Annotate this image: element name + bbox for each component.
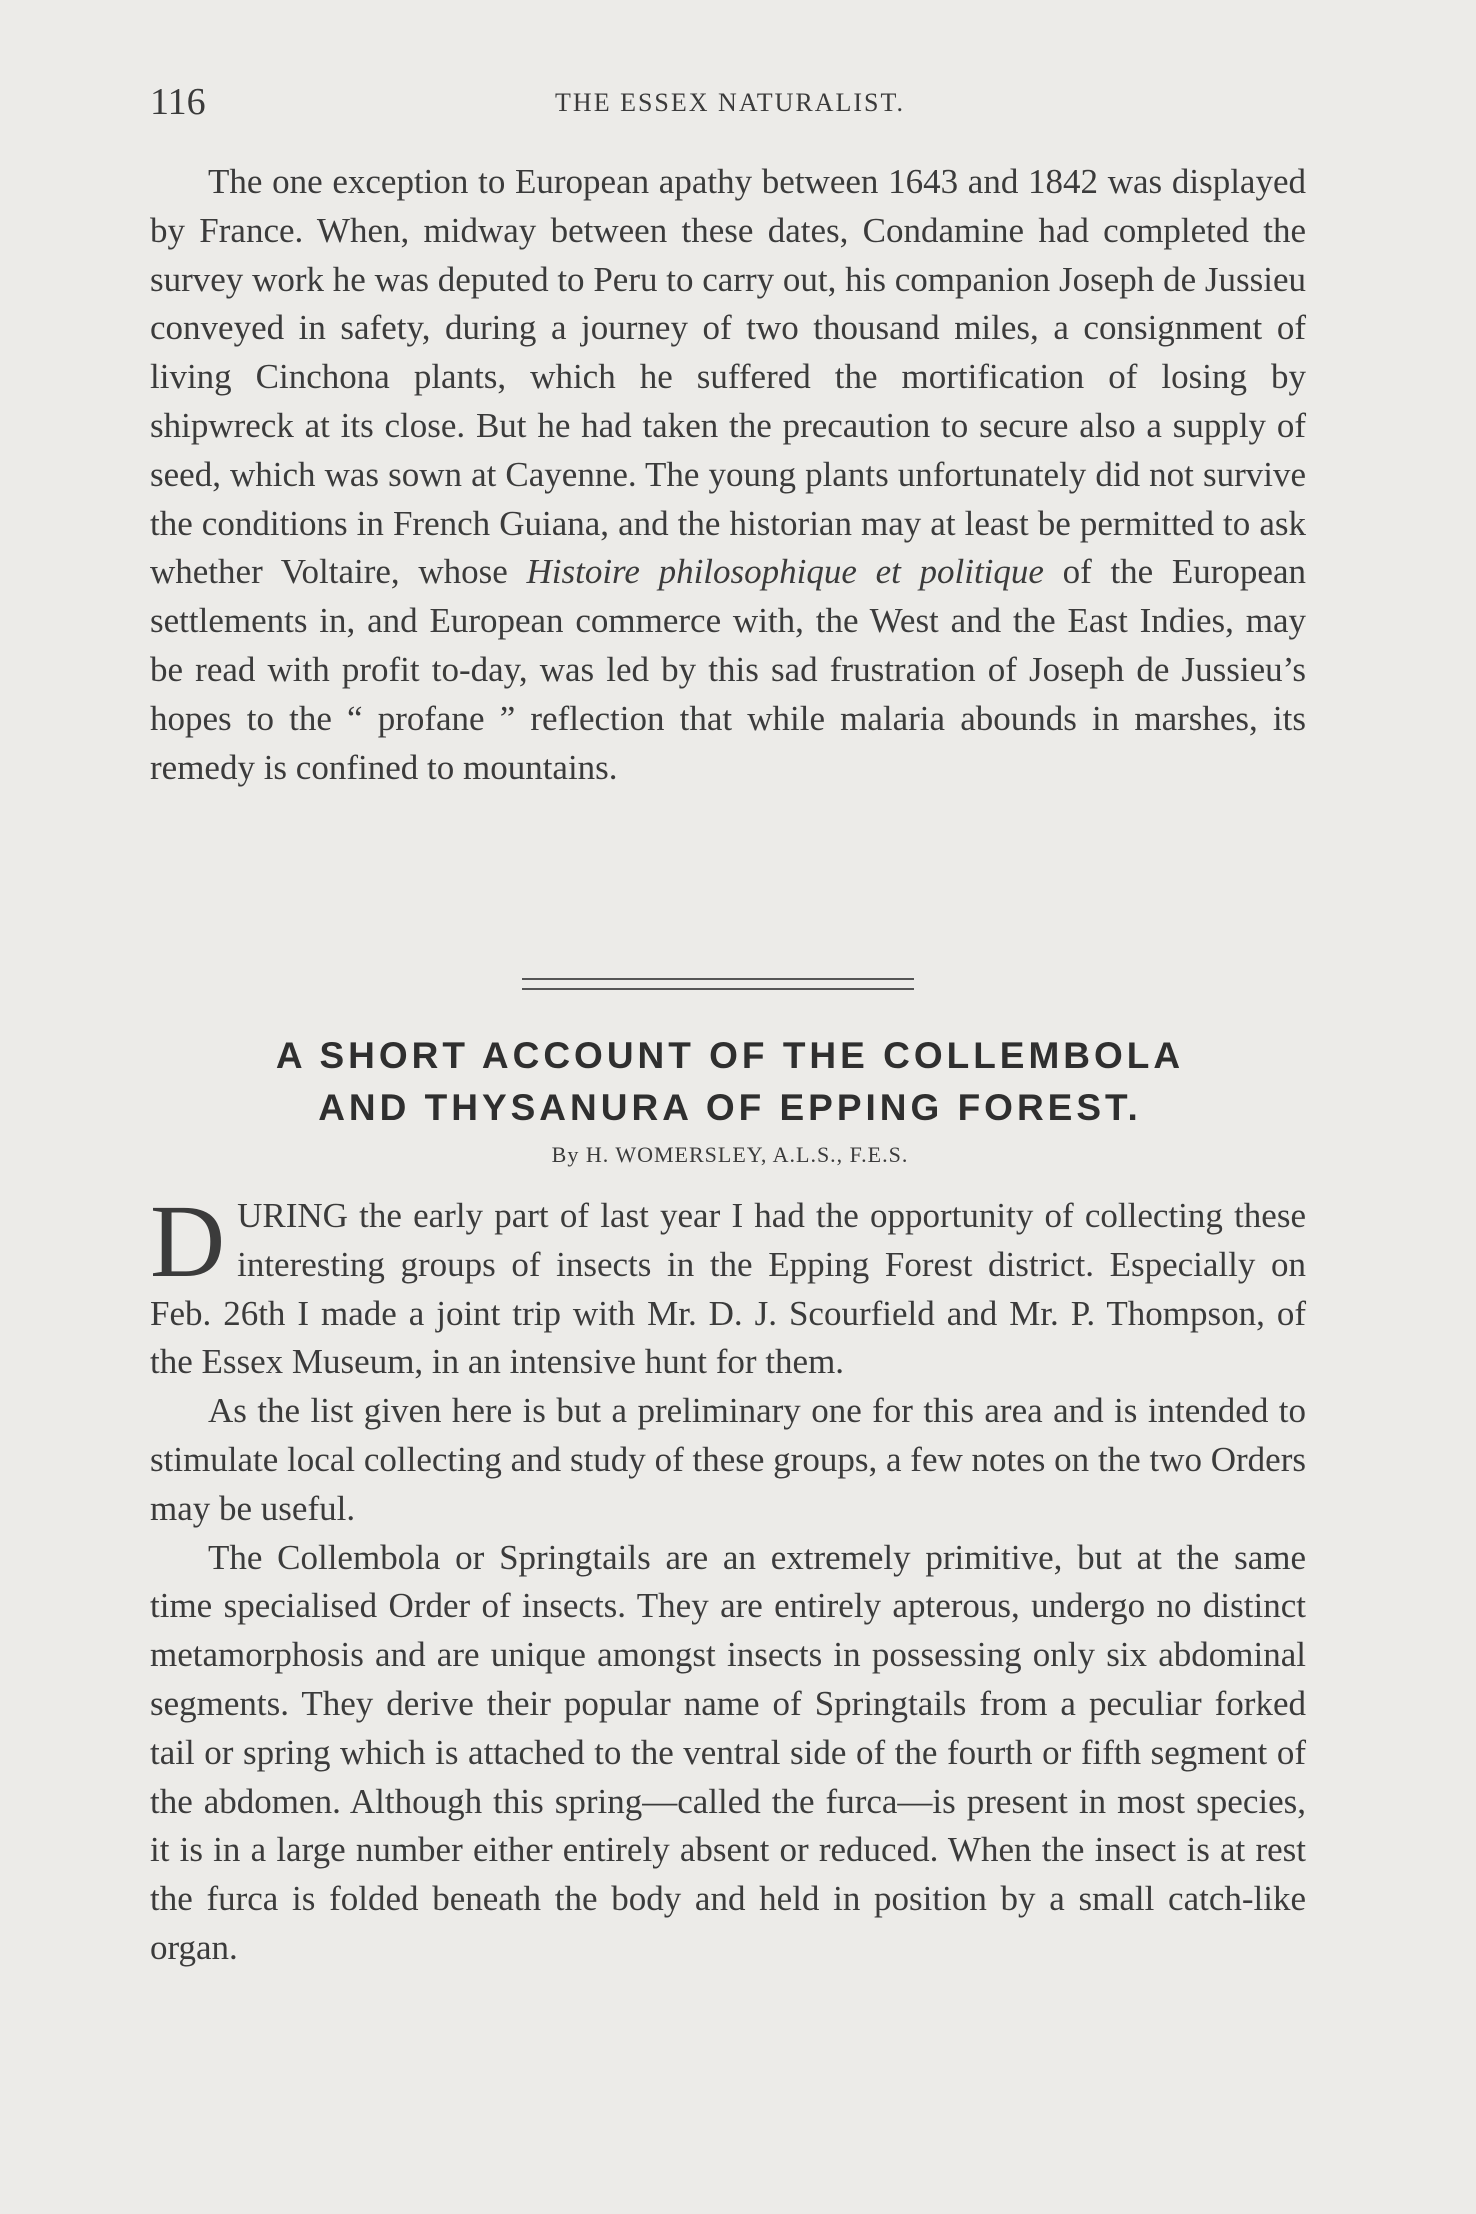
- paragraph-text: URING the early part of last year I had the opportunity of collecting these interesting groups of insects in the Epping Forest district. Especially on Feb. 26th I made a joint trip with Mr. D. J. Scourfield and Mr. P. Thompson, of the Essex Museum, in an intensive hunt for them.: [150, 1196, 1306, 1382]
- paragraph-text: of the European settlements in, and European commerce with, the West and the East Indies, may be read with profit to-day, was led by this sad frustration of Joseph de Jussieu’s hopes to the “ profane ” reflection that while malaria abounds in marshes, its remedy is confined to mountains.: [150, 552, 1306, 787]
- article-byline: By H. WOMERSLEY, A.L.S., F.E.S.: [551, 1142, 909, 1167]
- article-body: [150, 1184, 1306, 1973]
- drop-cap: D: [150, 1184, 226, 1299]
- article-paragraph: [150, 1184, 1306, 1387]
- previous-article-text: [150, 158, 1306, 792]
- article-title-line: A SHORT ACCOUNT OF THE COLLEMBOLA: [275, 1035, 1185, 1076]
- journal-title: THE ESSEX NATURALIST.: [555, 88, 905, 117]
- paragraph-text: The one exception to European apathy between 1643 and 1842 was displayed by France. When, midway between these dates, Condamine had completed the survey work he was deputed to Peru to carry out, his companion Joseph de Jussieu conveyed in safety, during a journey of two thousand miles, a consignment of living Cinchona plants, which he suffered the mortification of losing by shipwreck at its close. But he had taken the precaution to secure also a supply of seed, which was sown at Cayenne. The young plants unfortunately did not survive the conditions in French Guiana, and the historian may at least be permitted to ask whether Voltaire, whose: [150, 162, 1306, 592]
- previous-article-paragraph: [150, 158, 1306, 792]
- article-paragraph: The Collembola or Springtails are an extremely primitive, but at the same time specialised Order of insects. They are entirely apterous, undergo no distinct metamorphosis and are unique amongst insects in possessing only six abdominal segments. They derive their popular name of Springtails from a peculiar forked tail or spring which is attached to the ventral side of the fourth or fifth segment of the abdomen. Although this spring—called the furca—is present in most species, it is in a large number either entirely absent or reduced. When the insect is at rest the furca is folded beneath the body and held in position by a small catch-like organ.: [150, 1537, 1306, 1967]
- section-divider: [522, 978, 914, 990]
- article-paragraph: As the list given here is but a preliminary one for this area and is intended to stimulate local collecting and study of these groups, a few notes on the two Orders may be useful.: [150, 1391, 1306, 1528]
- page-number: 116: [150, 81, 206, 123]
- italic-title: Histoire philosophique et politique: [526, 552, 1044, 592]
- article-title-line: AND THYSANURA OF EPPING FOREST.: [318, 1087, 1142, 1128]
- article-title: [150, 1030, 1310, 1134]
- running-head: [150, 80, 1310, 130]
